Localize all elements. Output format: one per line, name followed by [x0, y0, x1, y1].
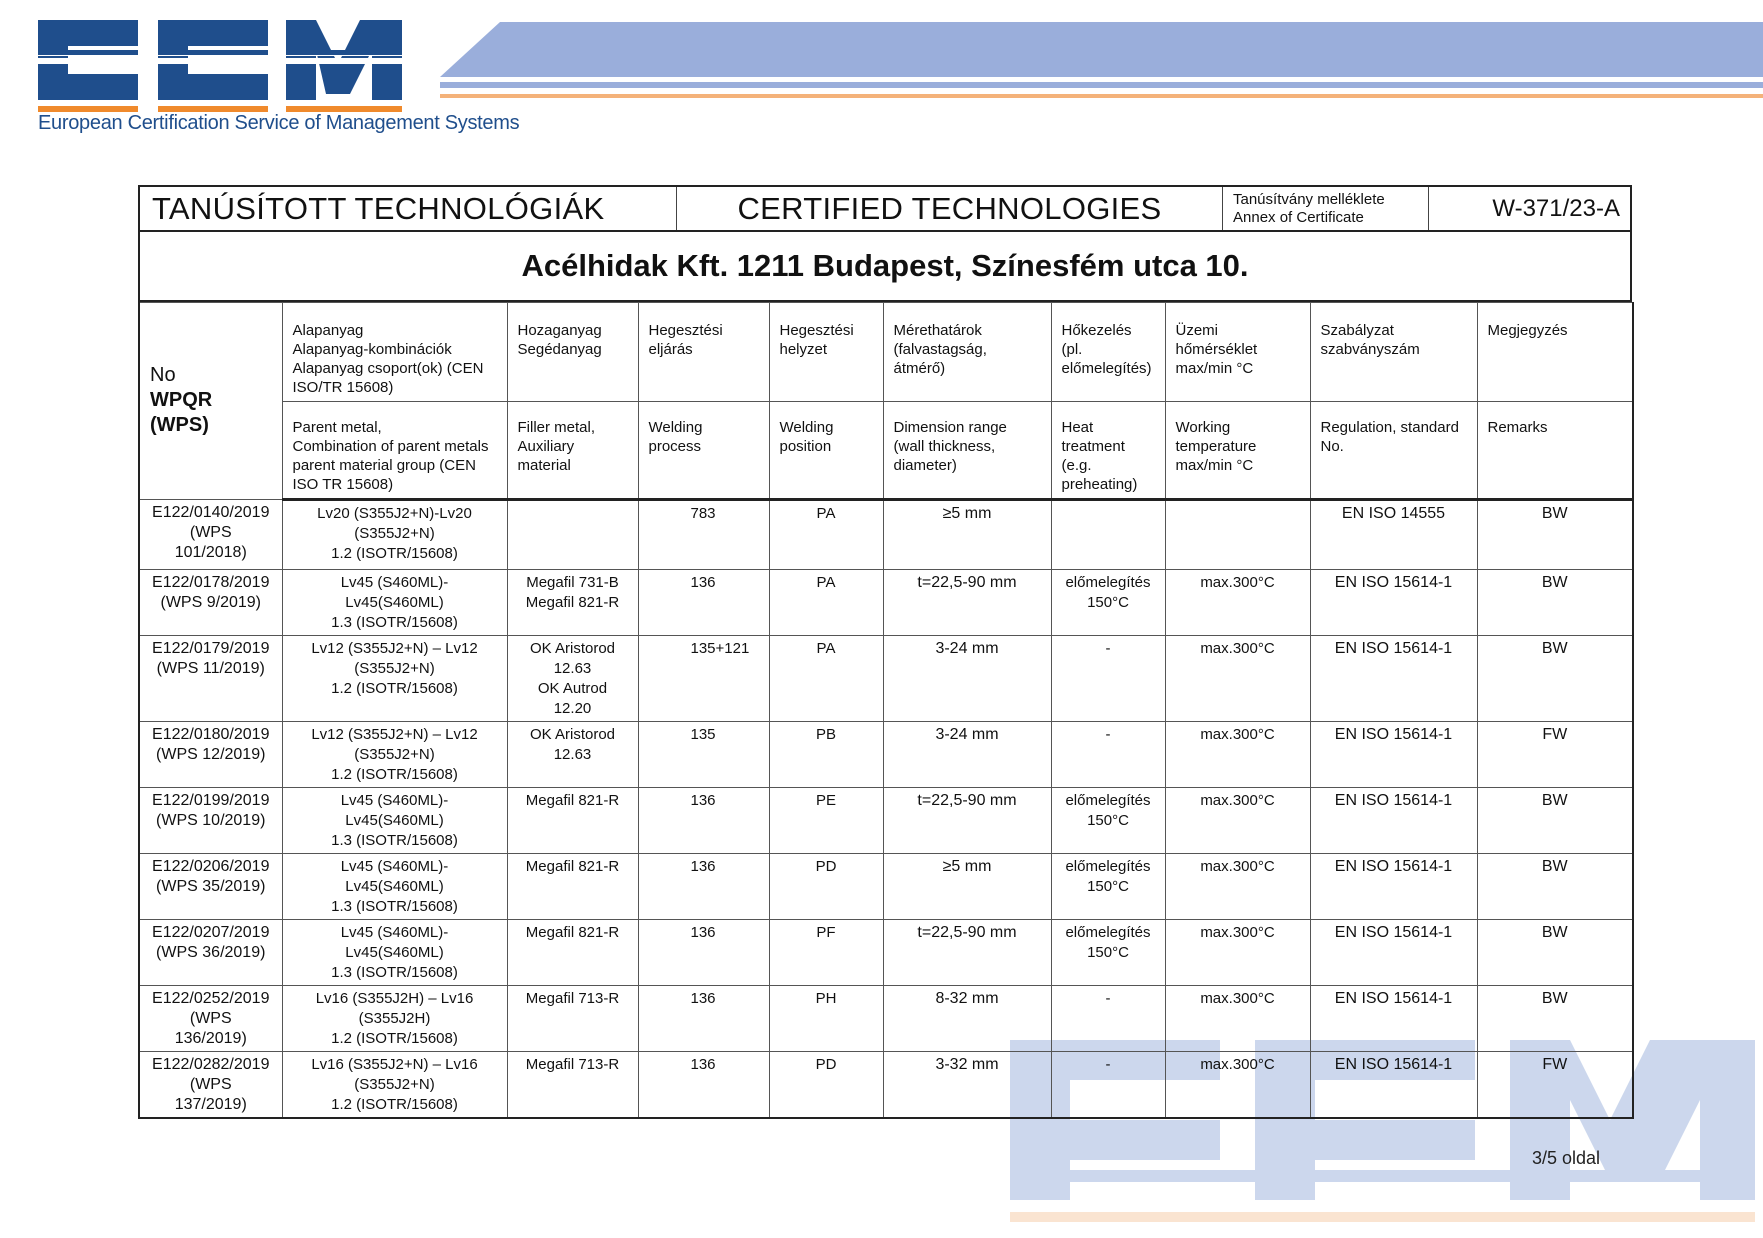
cell-heat: előmelegítés 150°C: [1051, 920, 1165, 986]
cell-parent: Lv45 (S460ML)- Lv45(S460ML) 1.3 (ISOTR/15608): [282, 788, 507, 854]
cell-temp: max.300°C: [1165, 788, 1310, 854]
cell-dimension: 8-32 mm: [883, 986, 1051, 1052]
cell-dimension: t=22,5-90 mm: [883, 788, 1051, 854]
cell-temp: max.300°C: [1165, 722, 1310, 788]
cell-heat: -: [1051, 722, 1165, 788]
table-row: [139, 500, 1633, 570]
table-row: [139, 920, 1633, 986]
annex-hu: Tanúsítvány melléklete: [1233, 190, 1385, 208]
cell-heat: -: [1051, 1052, 1165, 1119]
cell-parent: Lv12 (S355J2+N) – Lv12 (S355J2+N) 1.2 (ISOTR/15608): [282, 636, 507, 722]
cell-position: PF: [769, 920, 883, 986]
cell-no: E122/0179/2019 (WPS 11/2019): [139, 636, 282, 722]
cell-parent: Lv45 (S460ML)- Lv45(S460ML) 1.3 (ISOTR/15608): [282, 570, 507, 636]
cell-position: PH: [769, 986, 883, 1052]
cell-filler: Megafil 821-R: [507, 854, 638, 920]
cell-heat: -: [1051, 986, 1165, 1052]
cell-remarks: BW: [1477, 986, 1633, 1052]
certificate-code: W-371/23-A: [1492, 194, 1620, 222]
cell-process: 136: [638, 986, 769, 1052]
header-no-line1: No: [150, 364, 176, 386]
cell-process: 136: [638, 920, 769, 986]
header-hu-dimension-range: Mérethatárok (falvastagság, átmérő): [883, 303, 1051, 402]
cell-no: E122/0199/2019 (WPS 10/2019): [139, 788, 282, 854]
header-hu-remarks: Megjegyzés: [1477, 303, 1633, 402]
logo-subtitle: European Certification Service of Management Systems: [38, 112, 520, 134]
header-hu-regulation-standard: Szabályzat szabványszám: [1310, 303, 1477, 402]
header-en-remarks: Remarks: [1477, 402, 1633, 500]
cell-process: 135: [638, 722, 769, 788]
header-en-heat-treatment: Heat treatment (e.g. preheating): [1051, 402, 1165, 500]
cell-filler: OK Aristorod 12.63 OK Autrod 12.20: [507, 636, 638, 722]
header-hu-parent-metal: Alapanyag Alapanyag-kombinációk Alapanyag csoport(ok) (CEN ISO/TR 15608): [282, 303, 507, 402]
cell-process: 135+121: [638, 636, 769, 722]
cell-temp: max.300°C: [1165, 636, 1310, 722]
cell-no: E122/0282/2019 (WPS 137/2019): [139, 1052, 282, 1119]
cell-heat: előmelegítés 150°C: [1051, 788, 1165, 854]
header-no-line3: (WPS): [150, 414, 209, 436]
header-row-hu: [139, 303, 1633, 402]
table-row: [139, 854, 1633, 920]
cell-standard: EN ISO 15614-1: [1310, 1052, 1477, 1119]
header-hu-welding-process: Hegesztési eljárás: [638, 303, 769, 402]
title-en: CERTIFIED TECHNOLOGIES: [677, 187, 1223, 230]
cell-standard: EN ISO 15614-1: [1310, 854, 1477, 920]
cell-position: PD: [769, 854, 883, 920]
table-row: [139, 636, 1633, 722]
cell-filler: [507, 500, 638, 570]
header-band: [440, 22, 1763, 110]
cell-no: E122/0180/2019 (WPS 12/2019): [139, 722, 282, 788]
cell-position: PA: [769, 636, 883, 722]
cell-no: E122/0252/2019 (WPS 136/2019): [139, 986, 282, 1052]
cell-position: PA: [769, 570, 883, 636]
header-en-parent-metal: Parent metal, Combination of parent metals parent material group (CEN ISO TR 15608): [282, 402, 507, 500]
header-en-regulation-standard: Regulation, standard No.: [1310, 402, 1477, 500]
header-en-working-temperature: Working temperature max/min °C: [1165, 402, 1310, 500]
cell-dimension: 3-32 mm: [883, 1052, 1051, 1119]
header-hu-welding-position: Hegesztési helyzet: [769, 303, 883, 402]
cell-standard: EN ISO 15614-1: [1310, 722, 1477, 788]
cell-standard: EN ISO 14555: [1310, 500, 1477, 570]
cell-dimension: t=22,5-90 mm: [883, 920, 1051, 986]
cell-position: PD: [769, 1052, 883, 1119]
table-row: [139, 722, 1633, 788]
header-en-dimension-range: Dimension range (wall thickness, diameter): [883, 402, 1051, 500]
cell-temp: max.300°C: [1165, 570, 1310, 636]
title-hu: TANÚSÍTOTT TECHNOLÓGIÁK: [140, 187, 677, 230]
cell-process: 136: [638, 1052, 769, 1119]
cell-standard: EN ISO 15614-1: [1310, 920, 1477, 986]
cell-parent: Lv16 (S355J2H) – Lv16 (S355J2H) 1.2 (ISOTR/15608): [282, 986, 507, 1052]
cell-dimension: 3-24 mm: [883, 722, 1051, 788]
cell-dimension: ≥5 mm: [883, 854, 1051, 920]
cell-no: E122/0206/2019 (WPS 35/2019): [139, 854, 282, 920]
cell-filler: OK Aristorod 12.63: [507, 722, 638, 788]
technologies-table: [138, 302, 1634, 1119]
cell-standard: EN ISO 15614-1: [1310, 986, 1477, 1052]
cell-dimension: ≥5 mm: [883, 500, 1051, 570]
table-row: [139, 1052, 1633, 1119]
cell-remarks: BW: [1477, 920, 1633, 986]
page-number: 3/5 oldal: [1532, 1148, 1601, 1168]
cell-filler: Megafil 821-R: [507, 920, 638, 986]
cell-process: 136: [638, 788, 769, 854]
cell-position: PE: [769, 788, 883, 854]
cell-filler: Megafil 713-R: [507, 1052, 638, 1119]
header-hu-heat-treatment: Hőkezelés (pl. előmelegítés): [1051, 303, 1165, 402]
cell-heat: előmelegítés 150°C: [1051, 854, 1165, 920]
header-en-filler-metal: Filler metal, Auxiliary material: [507, 402, 638, 500]
cell-no: E122/0178/2019 (WPS 9/2019): [139, 570, 282, 636]
cell-process: 136: [638, 854, 769, 920]
cell-heat: előmelegítés 150°C: [1051, 570, 1165, 636]
table-row: [139, 986, 1633, 1052]
header-hu-working-temperature: Üzemi hőmérséklet max/min °C: [1165, 303, 1310, 402]
cell-parent: Lv16 (S355J2+N) – Lv16 (S355J2+N) 1.2 (ISOTR/15608): [282, 1052, 507, 1119]
cell-temp: max.300°C: [1165, 1052, 1310, 1119]
cell-position: PB: [769, 722, 883, 788]
cell-process: 783: [638, 500, 769, 570]
cell-remarks: BW: [1477, 854, 1633, 920]
cell-parent: Lv20 (S355J2+N)-Lv20 (S355J2+N) 1.2 (ISOTR/15608): [282, 500, 507, 570]
cell-no: E122/0140/2019 (WPS 101/2018): [139, 500, 282, 570]
header-en-welding-position: Welding position: [769, 402, 883, 500]
cell-dimension: 3-24 mm: [883, 636, 1051, 722]
header-hu-filler-metal: Hozaganyag Segédanyag: [507, 303, 638, 402]
cell-no: E122/0207/2019 (WPS 36/2019): [139, 920, 282, 986]
cell-process: 136: [638, 570, 769, 636]
cell-remarks: FW: [1477, 1052, 1633, 1119]
table-row: [139, 570, 1633, 636]
cell-remarks: BW: [1477, 636, 1633, 722]
cell-remarks: FW: [1477, 722, 1633, 788]
header-row-en: [139, 402, 1633, 500]
cell-standard: EN ISO 15614-1: [1310, 788, 1477, 854]
title-row: [138, 185, 1632, 232]
annex-label: [1223, 187, 1429, 230]
cell-parent: Lv12 (S355J2+N) – Lv12 (S355J2+N) 1.2 (ISOTR/15608): [282, 722, 507, 788]
cell-remarks: BW: [1477, 570, 1633, 636]
cell-standard: EN ISO 15614-1: [1310, 636, 1477, 722]
cell-heat: [1051, 500, 1165, 570]
cell-temp: max.300°C: [1165, 986, 1310, 1052]
header-no: [139, 303, 282, 500]
cell-position: PA: [769, 500, 883, 570]
cell-parent: Lv45 (S460ML)- Lv45(S460ML) 1.3 (ISOTR/15608): [282, 854, 507, 920]
cell-remarks: BW: [1477, 500, 1633, 570]
annex-en: Annex of Certificate: [1233, 208, 1364, 226]
certified-technologies-sheet: [138, 185, 1632, 1113]
cell-remarks: BW: [1477, 788, 1633, 854]
cell-dimension: t=22,5-90 mm: [883, 570, 1051, 636]
company-name: Acélhidak Kft. 1211 Budapest, Színesfém utca 10.: [138, 232, 1632, 302]
cell-standard: EN ISO 15614-1: [1310, 570, 1477, 636]
cell-temp: max.300°C: [1165, 854, 1310, 920]
cell-temp: max.300°C: [1165, 920, 1310, 986]
cell-parent: Lv45 (S460ML)- Lv45(S460ML) 1.3 (ISOTR/15608): [282, 920, 507, 986]
cell-heat: -: [1051, 636, 1165, 722]
cell-filler: Megafil 821-R: [507, 788, 638, 854]
cell-filler: Megafil 731-B Megafil 821-R: [507, 570, 638, 636]
cell-filler: Megafil 713-R: [507, 986, 638, 1052]
header-en-welding-process: Welding process: [638, 402, 769, 500]
cell-temp: [1165, 500, 1310, 570]
header-no-line2: WPQR: [150, 389, 213, 411]
table-row: [139, 788, 1633, 854]
